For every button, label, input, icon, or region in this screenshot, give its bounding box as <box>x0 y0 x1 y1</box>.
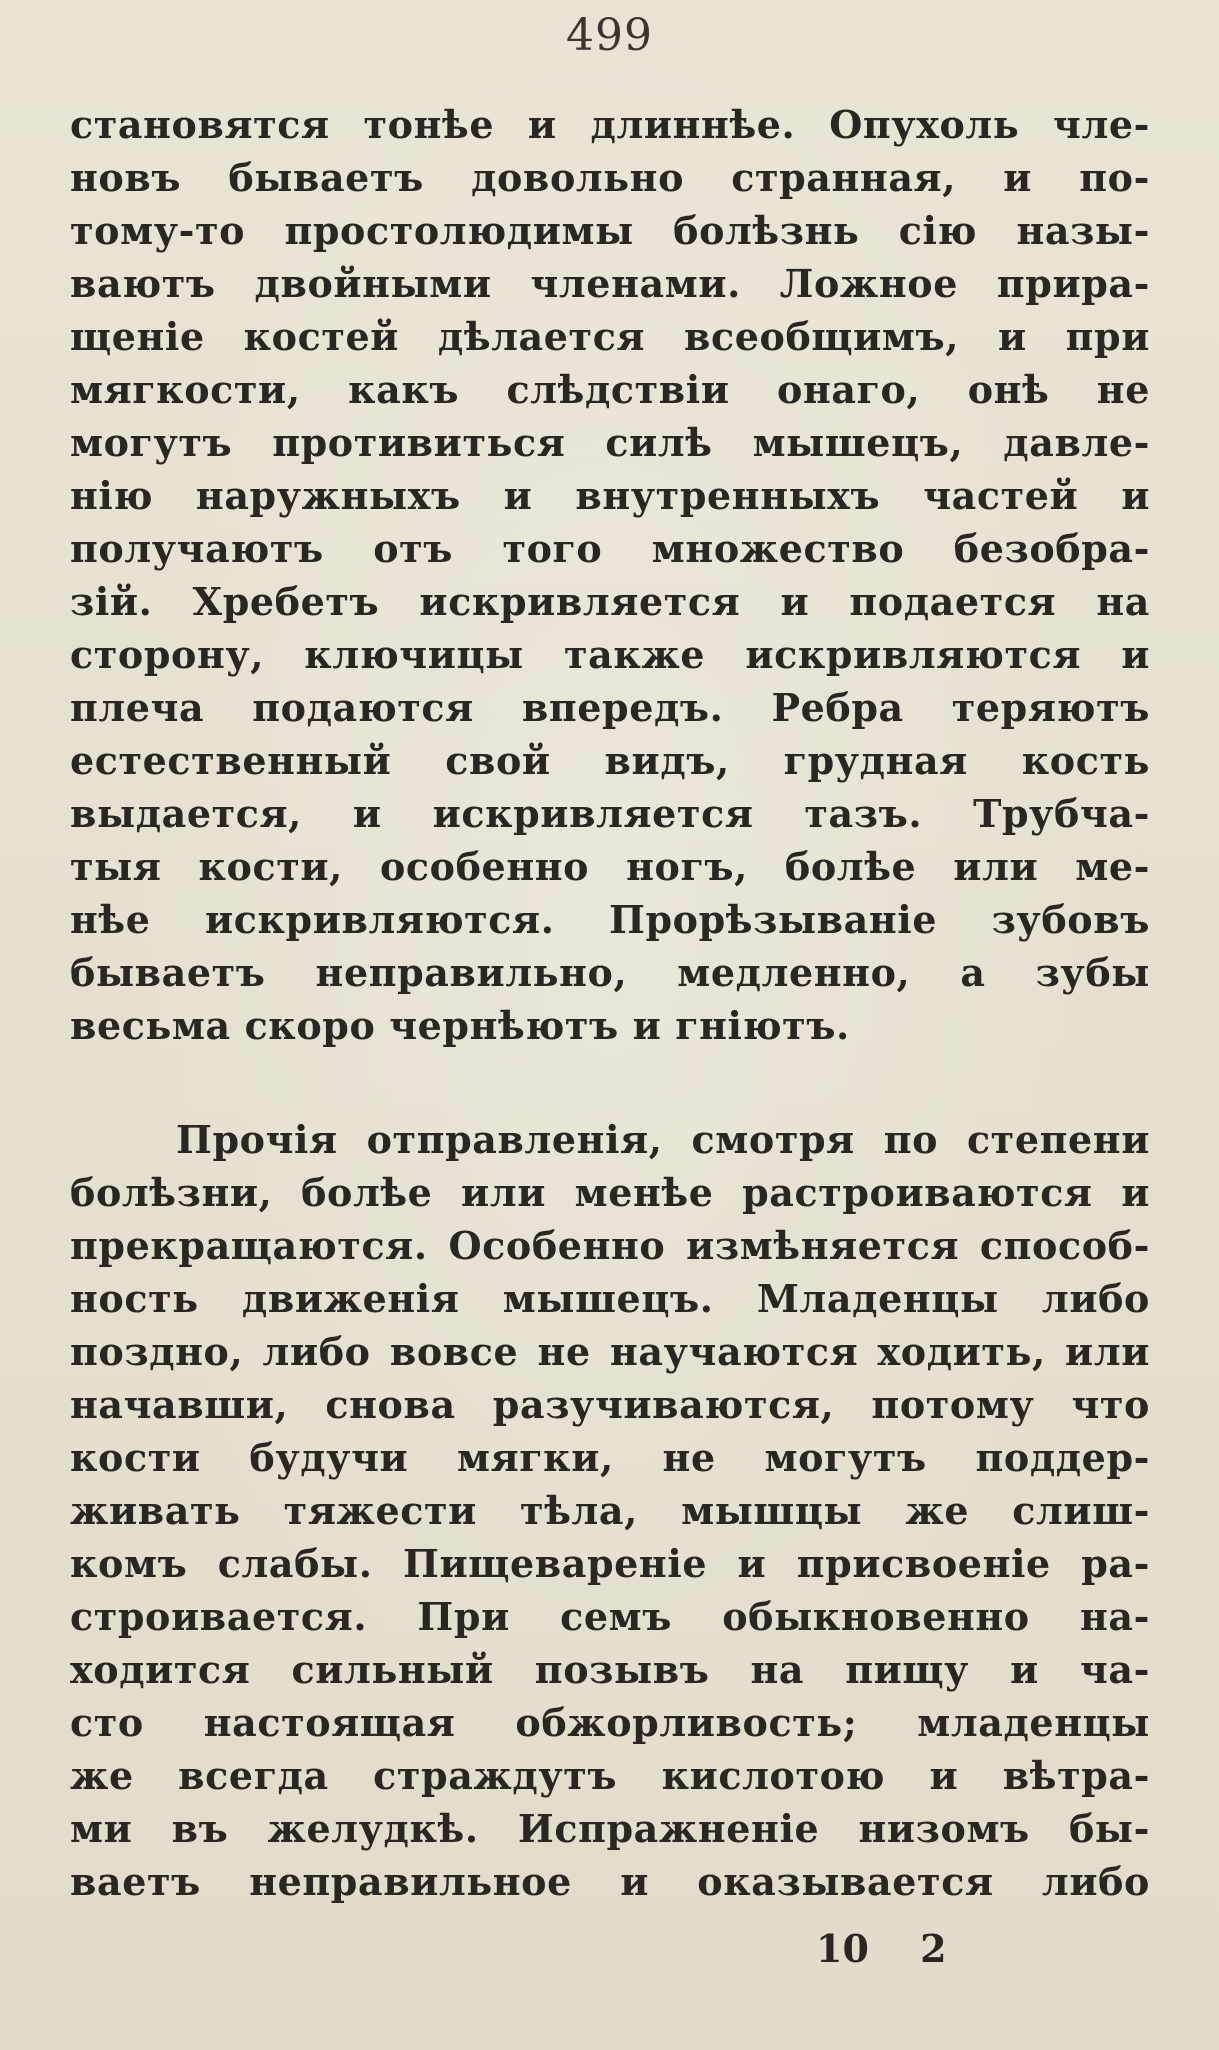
text-line: зій. Хребетъ искривляется и подается на <box>70 579 1150 624</box>
text-line: мягкости, какъ слѣдствіи онаго, онѣ не <box>70 367 1150 412</box>
text-line: выдается, и искривляется тазъ. Трубча- <box>70 791 1150 836</box>
text-line: щеніе костей дѣлается всеобщимъ, и при <box>70 314 1150 359</box>
text-line: нію наружныхъ и внутренныхъ частей и <box>70 473 1150 518</box>
text-line: прекращаются. Особенно измѣняется способ- <box>70 1223 1150 1268</box>
text-line: нѣе искривляются. Прорѣзываніе зубовъ <box>70 897 1150 942</box>
text-line: ность движенія мышецъ. Младенцы либо <box>70 1276 1150 1321</box>
text-line: тыя кости, особенно ногъ, болѣе или ме- <box>70 844 1150 889</box>
text-line: же всегда страждутъ кислотою и вѣтра- <box>70 1753 1150 1798</box>
paragraph-1 <box>70 98 1150 1052</box>
text-line: живать тяжести тѣла, мышцы же слиш- <box>70 1488 1150 1533</box>
text-line: ваетъ неправильное и оказывается либо <box>70 1859 1150 1904</box>
text-line: поздно, либо вовсе не научаются ходить, или <box>70 1329 1150 1374</box>
text-line: кости будучи мягки, не могутъ поддер- <box>70 1435 1150 1480</box>
text-line: получаютъ отъ того множество безобра- <box>70 526 1150 571</box>
text-line: естественный свой видъ, грудная кость <box>70 738 1150 783</box>
text-line: Прочія отправленія, смотря по степени <box>176 1117 1150 1162</box>
text-line: ходится сильный позывъ на пищу и ча- <box>70 1647 1150 1692</box>
text-line: сто настоящая обжорливость; младенцы <box>70 1700 1150 1745</box>
paragraph-2 <box>70 1113 1150 1908</box>
text-line: сторону, ключицы также искривляются и <box>70 632 1150 677</box>
text-line: строивается. При семъ обыкновенно на- <box>70 1594 1150 1639</box>
text-line: комъ слабы. Пищевареніе и присвоеніе ра- <box>70 1541 1150 1586</box>
text-line: начавши, снова разучиваются, потому что <box>70 1382 1150 1427</box>
text-line: бываетъ неправильно, медленно, а зубы <box>70 950 1150 995</box>
text-line: новъ бываетъ довольно странная, и по- <box>70 155 1150 200</box>
text-line: становятся тонѣе и длиннѣе. Опухоль чле- <box>70 102 1150 147</box>
text-line: тому-то простолюдимы болѣзнь сію назы- <box>70 208 1150 253</box>
text-line: весьма скоро чернѣютъ и гніютъ. <box>70 1003 850 1048</box>
printer-signature-mark: 10 2 <box>816 1926 947 1971</box>
text-line: плеча подаются впередъ. Ребра теряютъ <box>70 685 1150 730</box>
text-line: ми въ желудкѣ. Испражненіе низомъ бы- <box>70 1806 1150 1851</box>
text-line: могутъ противиться силѣ мышецъ, давле- <box>70 420 1150 465</box>
text-line: ваютъ двойными членами. Ложное прира- <box>70 261 1150 306</box>
page-number: 499 <box>566 10 653 61</box>
text-line: болѣзни, болѣе или менѣе растроиваются и <box>70 1170 1150 1215</box>
